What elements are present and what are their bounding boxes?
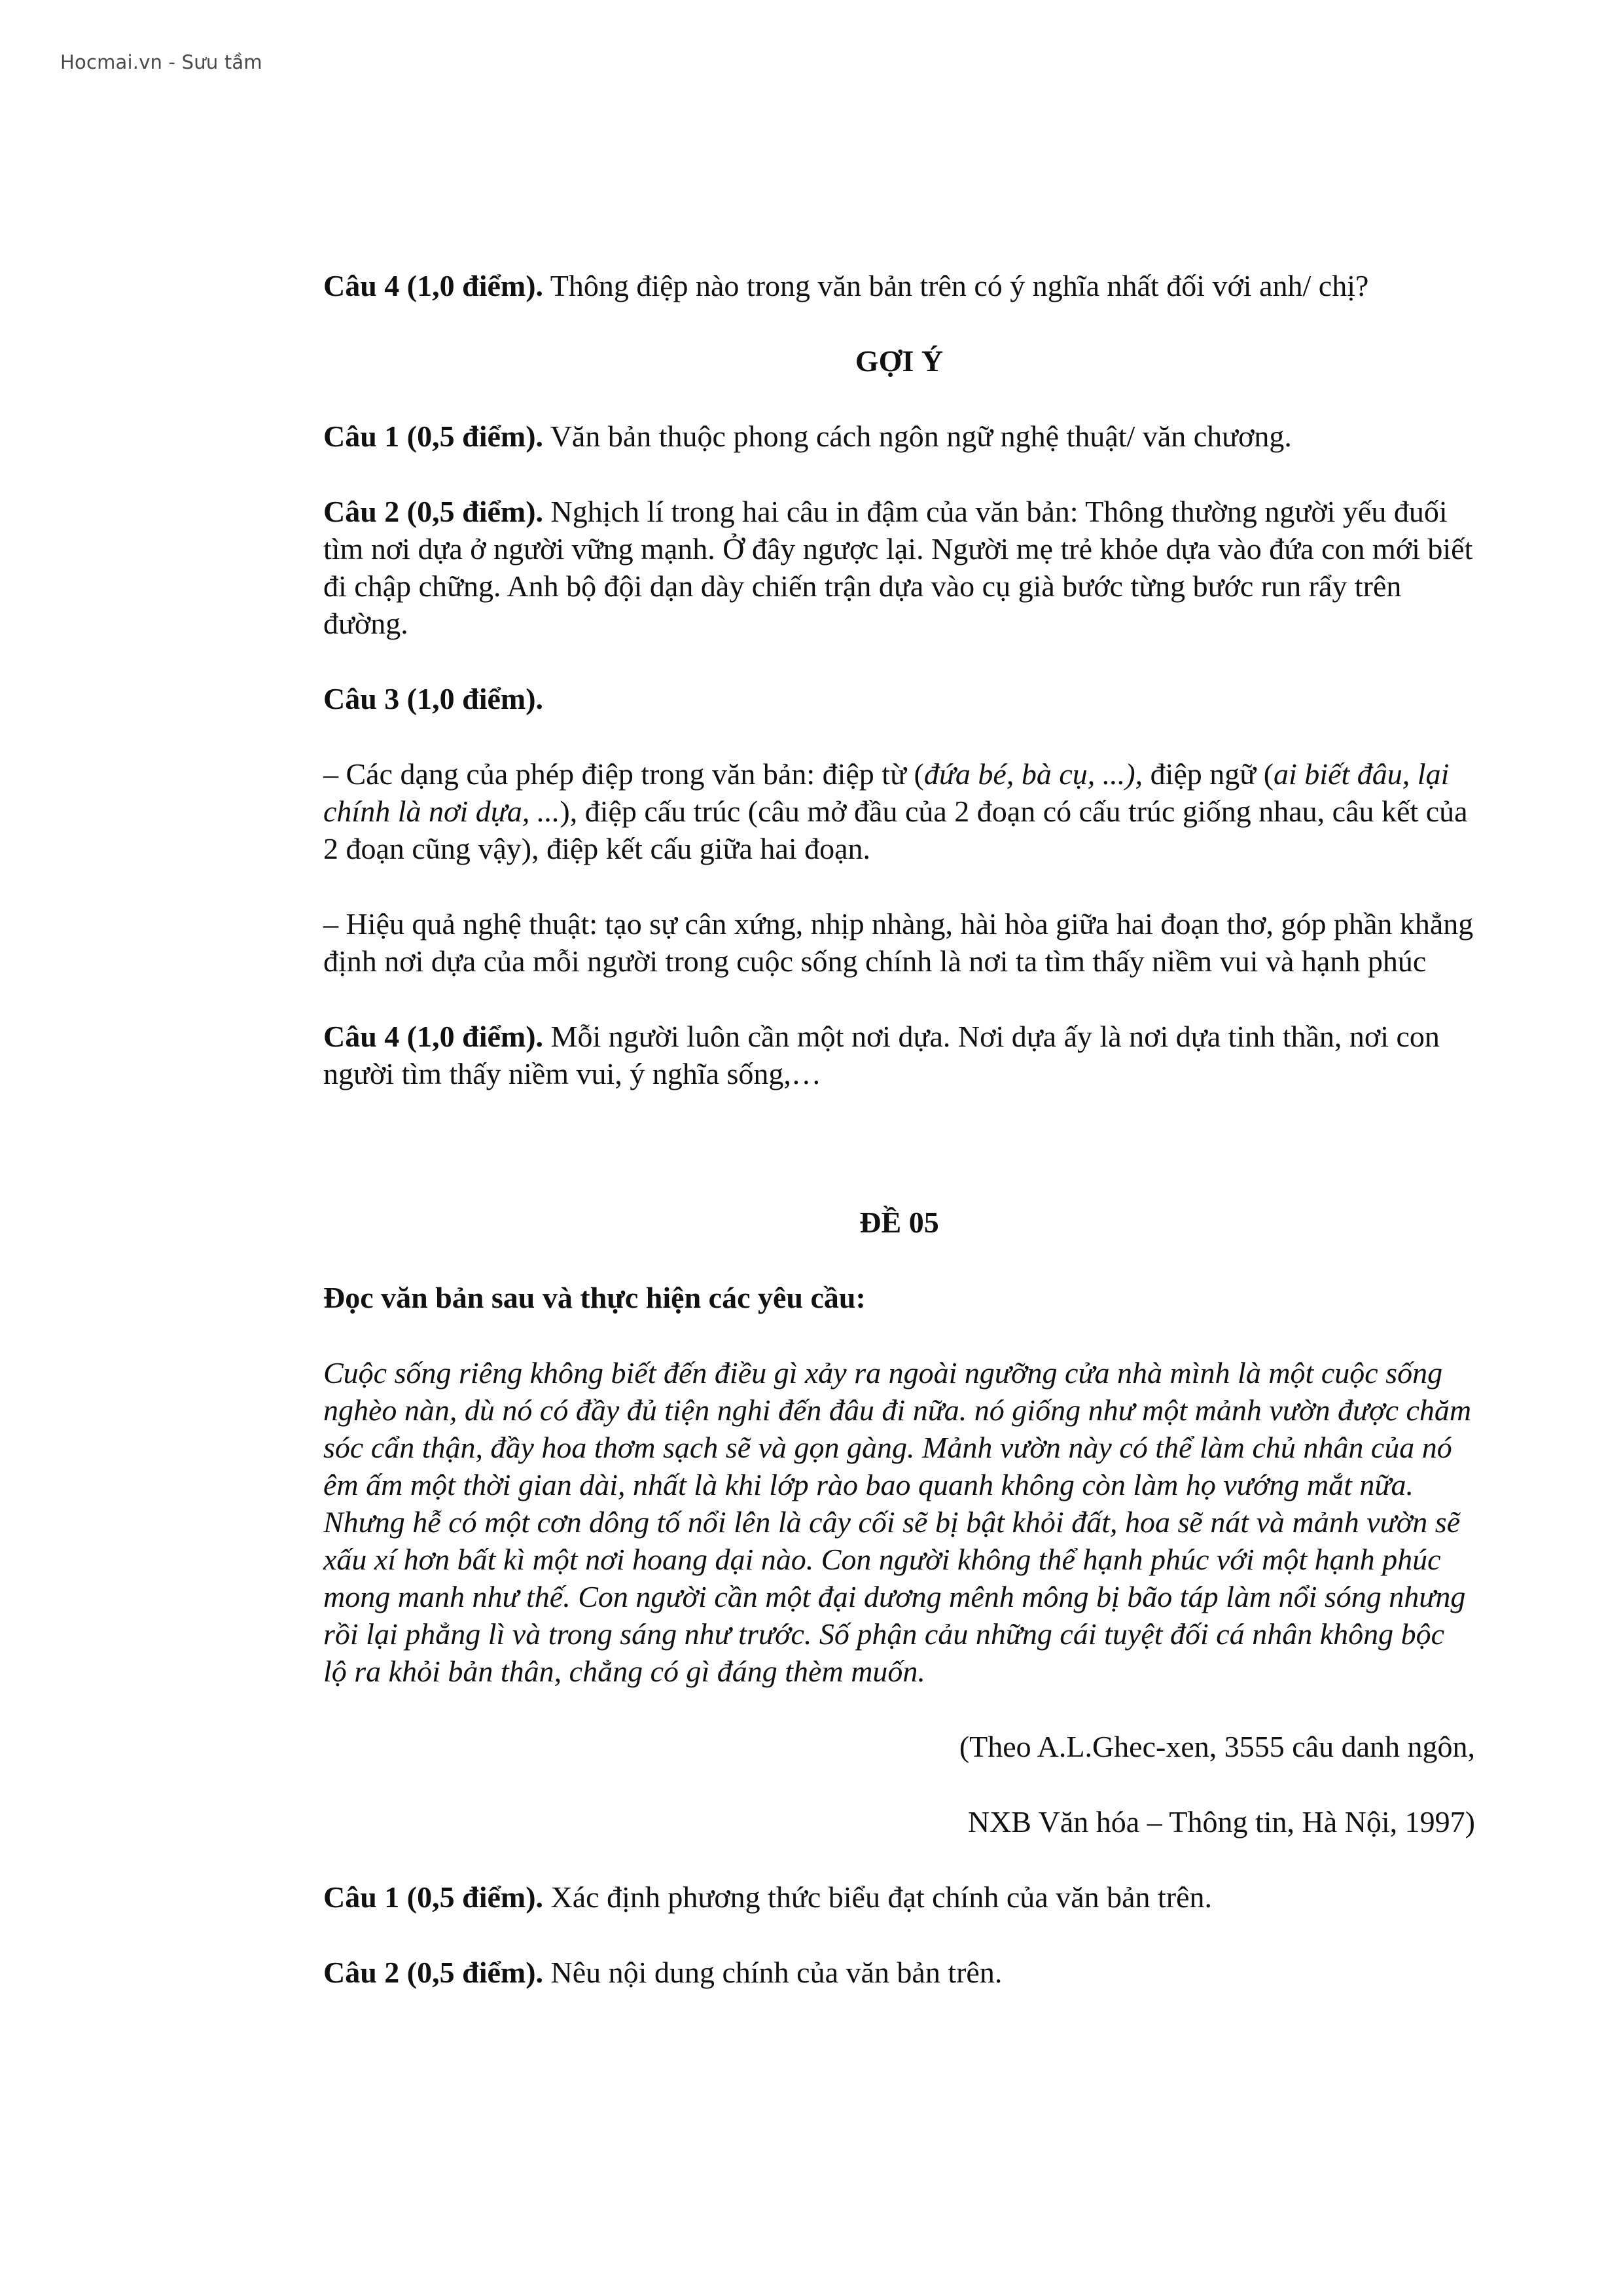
question-text: Thông điệp nào trong văn bản trên có ý nghĩa nhất đối với anh/ chị? [543, 269, 1369, 302]
answer-3-label [323, 680, 1475, 717]
answer-3-para-2: – Hiệu quả nghệ thuật: tạo sự cân xứng, nhịp nhàng, hài hòa giữa hai đoạn thơ, góp phần khẳng định nơi dựa của mỗi người trong cuộc sống chính là nơi ta tìm thấy niềm vui và hạnh phúc [323, 907, 1474, 978]
document-page [323, 267, 1475, 2029]
answer-text: Mỗi người luôn cần một nơi dựa. Nơi dựa ấy là nơi dựa tinh thần, nơi con người tìm thấy niềm vui, ý nghĩa sống,… [323, 1020, 1440, 1090]
answer-label: Câu 1 (0,5 điểm). [323, 420, 544, 453]
source-line-1: (Theo A.L.Ghec-xen, 3555 câu danh ngôn, [959, 1730, 1475, 1763]
question-text: Xác định phương thức biểu đạt chính của văn bản trên. [543, 1880, 1213, 1914]
instruction-text: Đọc văn bản sau và thực hiện các yêu cầu: [323, 1281, 866, 1314]
italic-segment: đứa bé, bà cụ, ...), [923, 757, 1143, 791]
answer-label: Câu 3 (1,0 điểm). [323, 682, 544, 715]
answer-2 [323, 493, 1475, 642]
answer-label: Câu 4 (1,0 điểm). [323, 1020, 544, 1053]
answer-4 [323, 1018, 1475, 1092]
goi-y-heading: GỢI Ý [855, 344, 944, 378]
question-label: Câu 2 (0,5 điểm). [323, 1956, 544, 1989]
question-label: Câu 4 (1,0 điểm). [323, 269, 544, 302]
text-segment: ), điệp cấu trúc (câu mở đầu của 2 đoạn có cấu trúc giống nhau, câu kết của 2 đoạn cũng vậy), điệp kết cấu giữa hai đoạn. [323, 795, 1468, 865]
text-segment: điệp ngữ ( [1143, 757, 1274, 791]
answer-3-para-1 [323, 755, 1475, 867]
source-line-2: NXB Văn hóa – Thông tin, Hà Nội, 1997) [967, 1805, 1475, 1839]
question-text: Nêu nội dung chính của văn bản trên. [543, 1956, 1003, 1989]
answer-label: Câu 2 (0,5 điểm). [323, 495, 544, 528]
answer-text: Nghịch lí trong hai câu in đậm của văn bản: Thông thường người yếu đuối tìm nơi dựa ở người vững mạnh. Ở đây ngược lại. Người mẹ trẻ khỏe dựa vào đứa con mới biết đi chập chững. Anh bộ đội dạn dày chiến trận dựa vào cụ già bước từng bước run rẩy trên đường. [323, 495, 1473, 640]
de-05-heading: ĐỀ 05 [859, 1206, 939, 1239]
de-05-instruction [323, 1279, 1475, 1316]
reading-passage: Cuộc sống riêng không biết đến điều gì xảy ra ngoài ngưỡng cửa nhà mình là một cuộc sống nghèo nàn, dù nó có đầy đủ tiện nghi đến đâu đi nữa. nó giống như một mảnh vườn được chăm sóc cẩn thận, đầy hoa thơm sạch sẽ và gọn gàng. Mảnh vườn này có thể làm chủ nhân của nó êm ấm một thời gian dài, nhất là khi lớp rào bao quanh không còn làm họ vướng mắt nữa. Nhưng hễ có một cơn dông tố nổi lên là cây cối sẽ bị bật khỏi đất, hoa sẽ nát và mảnh vườn sẽ xấu xí hơn bất kì một nơi hoang dại nào. Con người không thể hạnh phúc với một hạnh phúc mong manh như thế. Con người cần một đại dương mênh mông bị bão táp làm nổi sóng nhưng rồi lại phẳng lì và trong sáng như trước. Số phận cảu những cái tuyệt đối cá nhân không bộc lộ ra khỏi bản thân, chẳng có gì đáng thèm muốn. [323, 1356, 1472, 1688]
text-segment: – Các dạng của phép điệp trong văn bản: điệp từ ( [323, 757, 924, 791]
question-label: Câu 1 (0,5 điểm). [323, 1880, 544, 1914]
answer-1 [323, 418, 1475, 455]
answer-text: Văn bản thuộc phong cách ngôn ngữ nghệ thuật/ văn chương. [543, 420, 1292, 453]
de-05-question-2 [323, 1954, 1475, 1991]
top-question-4 [323, 267, 1475, 304]
de-05-question-1 [323, 1878, 1475, 1916]
watermark: Hocmai.vn - Sưu tầm [60, 51, 262, 73]
italic-segment: ai biết đâu, lại chính là nơi dựa, ... [323, 757, 1450, 828]
